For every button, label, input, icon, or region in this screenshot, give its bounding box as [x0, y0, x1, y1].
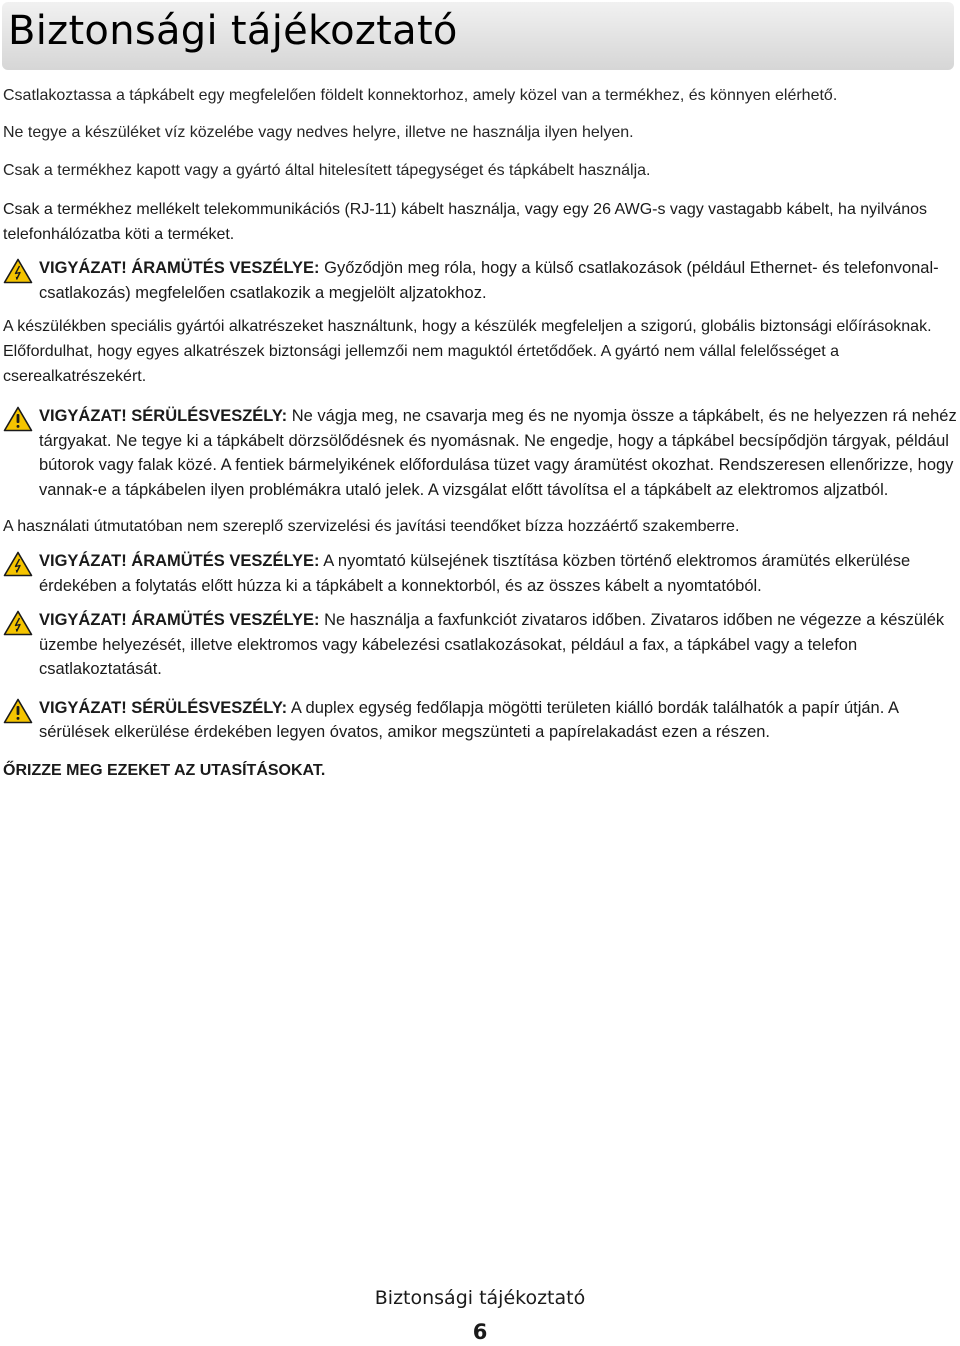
notice-label: VIGYÁZAT! ÁRAMÜTÉS VESZÉLYE:	[39, 259, 320, 277]
paragraph-grounding: Csatlakoztassa a tápkábelt egy megfelelően földelt konnektorhoz, amely közel van a termékhez, és könnyen elérhető.	[3, 87, 838, 104]
notice-label: VIGYÁZAT! SÉRÜLÉSVESZÉLY:	[39, 698, 288, 717]
notice-electric-shock-cleaning	[3, 549, 958, 598]
paragraph-power-supply: Csak a termékhez kapott vagy a gyártó által hitelesített tápegységet és tápkábelt használja.	[3, 162, 651, 179]
page-title: Biztonsági tájékoztató	[8, 8, 458, 54]
notice-label: VIGYÁZAT! ÁRAMÜTÉS VESZÉLYE:	[39, 611, 320, 629]
injury-warning-icon	[3, 698, 33, 724]
notice-electric-shock-external	[3, 256, 958, 305]
closing-instruction: ŐRIZZE MEG EZEKET AZ UTASÍTÁSOKAT.	[3, 761, 326, 779]
notice-text: Ne vágja meg, ne csavarja meg és ne nyomja össze a tápkábelt, és ne helyezzen rá nehéz tárgyakat. Ne tegye ki a tápkábelt dörzsölődésnek és nyomásnak. Ne engedje, hogy a tápkábel becsípődjön tárgyak, például bútorok vagy falak közé. A fentiek bármelyikének előfordulása tüzet vagy áramütést okozhat. Rendszeresen ellenőrizze, hogy vannak-e a tápkábelen ilyen problémákra utaló jelek. A vizsgálat előtt távolítsa el a tápkábelt az elektromos aljzatból.	[39, 407, 957, 499]
paragraph-servicing: A használati útmutatóban nem szereplő szervizelési és javítási teendőket bízza hozzáértő szakemberre.	[3, 518, 740, 535]
main-content	[3, 83, 958, 783]
notice-electric-shock-fax	[3, 608, 958, 682]
notice-injury-power-cord	[3, 404, 958, 502]
notice-label: VIGYÁZAT! ÁRAMÜTÉS VESZÉLYE:	[39, 552, 320, 570]
electric-shock-warning-icon	[3, 258, 33, 284]
paragraph-replacement-parts: A készülékben speciális gyártói alkatrészeket használtunk, hogy a készülék megfeleljen a szigorú, globális biztonsági előírásoknak. Előfordulhat, hogy egyes alkatrészek biztonsági jellemzői nem maguktól értetődőek. A gyártó nem vállal felelősséget a cserealkatrészekért.	[3, 318, 932, 385]
notice-injury-duplex	[3, 696, 958, 745]
notice-text: Ne használja a faxfunkciót zivataros időben. Zivataros időben ne végezze a készülék üzembe helyezését, illetve elektromos vagy kábelezési csatlakozásokat, például a fax, a tápkábel vagy a telefon csatlakoztatását.	[39, 611, 945, 678]
notice-text: A nyomtató külsejének tisztítása közben történő elektromos áramütés elkerülése érdekében a folytatás előtt húzza ki a tápkábelt a konnektorból, és az összes kábelt a nyomtatóból.	[39, 552, 911, 595]
electric-shock-warning-icon	[3, 610, 33, 636]
electric-shock-warning-icon	[3, 551, 33, 577]
title-bar	[2, 2, 954, 70]
paragraph-telecom-cable: Csak a termékhez mellékelt telekommunikációs (RJ-11) kábelt használja, vagy egy 26 AWG-s vagy vastagabb kábelt, ha nyilvános telefonhálózatba köti a terméket.	[3, 201, 927, 243]
injury-warning-icon	[3, 406, 33, 432]
notice-text: Győződjön meg róla, hogy a külső csatlakozások (például Ethernet- és telefonvonal-csatlakozás) megfelelően csatlakozik a megjelölt aljzatokhoz.	[39, 259, 939, 302]
footer-title: Biztonsági tájékoztató	[374, 1287, 586, 1309]
notice-text: A duplex egység fedőlapja mögötti területen kiálló bordák találhatók a papír útján. A sérülések elkerülése érdekében legyen óvatos, amikor megszünteti a papírelakadást ezen a részen.	[39, 698, 899, 741]
notice-label: VIGYÁZAT! SÉRÜLÉSVESZÉLY:	[39, 407, 288, 425]
paragraph-water: Ne tegye a készüléket víz közelébe vagy nedves helyre, illetve ne használja ilyen helyen.	[3, 124, 634, 141]
page-number: 6	[472, 1320, 488, 1344]
